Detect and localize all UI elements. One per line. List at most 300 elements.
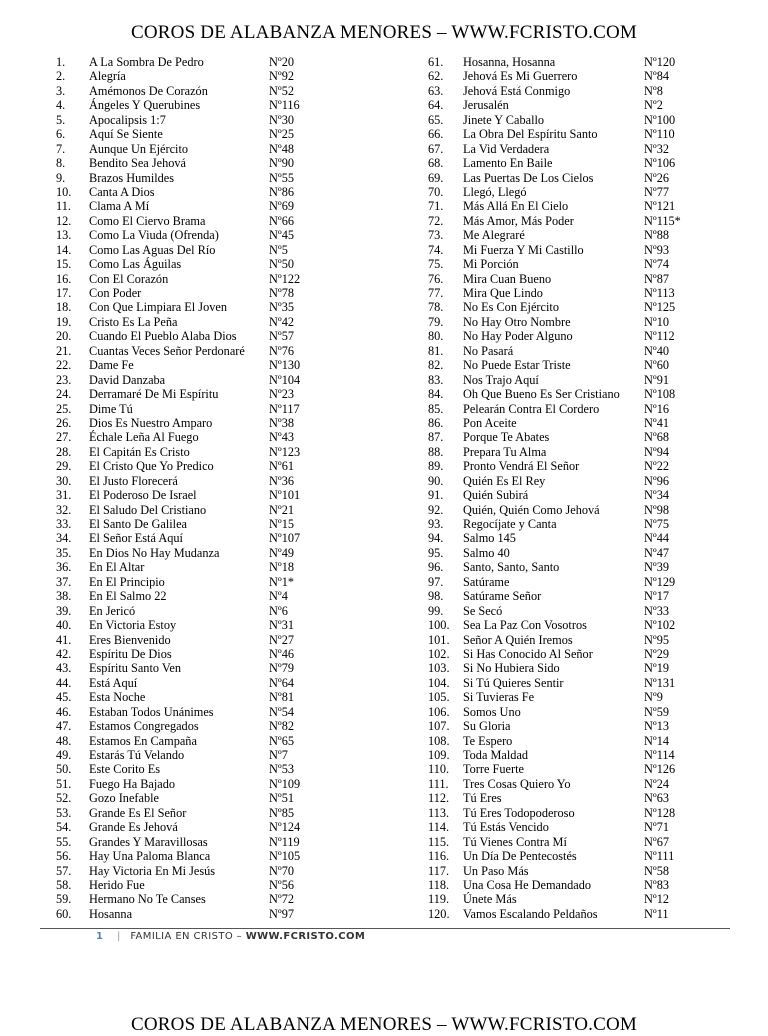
song-reference: Nº96 [644, 473, 669, 488]
song-number: 56. [56, 849, 72, 864]
song-number: 119. [428, 892, 450, 907]
song-number: 18. [56, 300, 72, 315]
song-title: Estamos Congregados [89, 719, 199, 734]
song-title: Aunque Un Ejército [89, 141, 189, 156]
song-reference: Nº63 [644, 791, 669, 806]
song-title: Si Has Conocido Al Señor [463, 646, 593, 661]
song-reference: Nº38 [269, 415, 294, 430]
song-title: Brazos Humildes [89, 170, 175, 185]
song-reference: Nº24 [644, 776, 669, 791]
song-reference: Nº105 [269, 849, 301, 864]
song-title: A La Sombra De Pedro [89, 55, 204, 69]
song-title: Oh Que Bueno Es Ser Cristiano [463, 387, 620, 402]
song-reference: Nº42 [269, 314, 294, 329]
song-title: Con Poder [89, 286, 142, 300]
song-reference: Nº107 [269, 531, 301, 546]
song-title: El Santo De Galilea [89, 517, 188, 531]
song-number: 37. [56, 574, 72, 589]
song-title: Porque Te Abates [463, 430, 550, 445]
song-reference: Nº22 [644, 459, 669, 474]
song-reference: Nº94 [644, 444, 669, 459]
song-reference: Nº93 [644, 242, 669, 257]
song-number: 97. [428, 574, 444, 589]
song-title: Está Aquí [89, 675, 138, 690]
song-title: En El Altar [89, 560, 145, 575]
song-title: Eres Bienvenido [89, 632, 171, 647]
song-reference: Nº70 [269, 863, 294, 878]
song-title: Quién, Quién Como Jehová [463, 502, 600, 517]
song-title: Grande Es El Señor [89, 805, 187, 820]
song-reference: Nº4 [269, 589, 288, 604]
song-number: 94. [428, 531, 444, 546]
song-title: Un Paso Más [463, 863, 529, 878]
song-reference: Nº98 [644, 502, 669, 517]
song-reference: Nº122 [269, 271, 301, 286]
song-title: Estamos En Campaña [89, 733, 197, 748]
song-reference: Nº34 [644, 488, 669, 503]
song-number: 17. [56, 286, 72, 300]
song-title: Clama A Mí [89, 199, 150, 214]
song-reference: Nº36 [269, 473, 294, 488]
song-title: En Dios No Hay Mudanza [89, 545, 220, 560]
song-title: Tres Cosas Quiero Yo [463, 776, 571, 791]
song-number: 4. [56, 98, 66, 113]
song-title: Canta A Dios [89, 184, 155, 199]
song-number: 42. [56, 646, 72, 661]
song-title: El Cristo Que Yo Predico [89, 459, 214, 474]
song-number: 65. [428, 112, 444, 127]
song-reference: Nº8 [644, 83, 663, 98]
song-reference: Nº100 [644, 112, 676, 127]
song-number: 77. [428, 286, 444, 300]
song-reference: Nº101 [269, 488, 301, 503]
song-reference: Nº57 [269, 329, 294, 344]
song-number: 101. [428, 632, 450, 647]
song-number: 13. [56, 228, 72, 243]
song-reference: Nº10 [644, 314, 669, 329]
song-title: Tú Eres [463, 791, 502, 806]
song-reference: Nº83 [644, 877, 669, 892]
song-reference: Nº75 [644, 517, 669, 531]
song-reference: Nº129 [644, 574, 676, 589]
song-number: 71. [428, 199, 444, 214]
song-reference: Nº19 [644, 661, 669, 676]
song-number: 11. [56, 199, 71, 214]
song-title: El Justo Florecerá [89, 473, 178, 488]
song-title: En El Salmo 22 [89, 589, 167, 604]
song-title: Dime Tú [89, 401, 133, 416]
song-title: David Danzaba [89, 372, 166, 387]
song-number: 111. [428, 776, 449, 791]
song-reference: Nº81 [269, 690, 294, 705]
song-reference: Nº112 [644, 329, 675, 344]
song-title: Con El Corazón [89, 271, 169, 286]
song-reference: Nº41 [644, 415, 669, 430]
song-title: Échale Leña Al Fuego [89, 430, 199, 445]
song-reference: Nº13 [644, 719, 669, 734]
song-number: 26. [56, 415, 72, 430]
song-number: 118. [428, 877, 450, 892]
song-reference: Nº47 [644, 545, 669, 560]
song-title: Hay Victoria En Mi Jesús [89, 863, 216, 878]
song-number: 83. [428, 372, 444, 387]
song-number: 43. [56, 661, 72, 676]
song-reference: Nº5 [269, 242, 288, 257]
song-reference: Nº88 [644, 228, 669, 243]
song-number: 90. [428, 473, 444, 488]
song-reference: Nº68 [644, 430, 669, 445]
song-number: 85. [428, 401, 444, 416]
footer-org: FAMILIA EN CRISTO – [130, 931, 243, 942]
song-number: 44. [56, 675, 72, 690]
song-title: Salmo 40 [463, 545, 510, 560]
song-reference: Nº55 [269, 170, 294, 185]
song-number: 8. [56, 156, 66, 171]
song-number: 7. [56, 141, 66, 156]
song-title: Te Espero [463, 733, 513, 748]
song-title: Jehová Es Mi Guerrero [463, 69, 578, 84]
song-title: Si No Hubiera Sido [463, 661, 560, 676]
song-number: 106. [428, 704, 450, 719]
song-number: 66. [428, 127, 444, 142]
song-title: Jehová Está Conmigo [463, 83, 571, 98]
song-reference: Nº74 [644, 257, 669, 272]
song-reference: Nº29 [644, 646, 669, 661]
song-title: Somos Uno [463, 704, 521, 719]
song-number: 73. [428, 228, 444, 243]
song-reference: Nº45 [269, 228, 294, 243]
song-reference: Nº49 [269, 545, 294, 560]
song-title: Pelearán Contra El Cordero [463, 401, 600, 416]
song-number: 50. [56, 762, 72, 777]
song-reference: Nº32 [644, 141, 669, 156]
song-title: Estaban Todos Unánimes [89, 704, 214, 719]
song-number: 104. [428, 675, 450, 690]
song-title: Jinete Y Caballo [463, 112, 545, 127]
song-title: Derramaré De Mi Espíritu [89, 387, 219, 402]
song-number: 20. [56, 329, 72, 344]
song-number: 29. [56, 459, 72, 474]
song-title: Un Día De Pentecostés [463, 849, 577, 864]
song-title: La Obra Del Espíritu Santo [463, 127, 598, 142]
song-reference: Nº119 [269, 834, 300, 849]
song-number: 107. [428, 719, 450, 734]
song-number: 110. [428, 762, 450, 777]
song-number: 45. [56, 690, 72, 705]
song-reference: Nº14 [644, 733, 669, 748]
song-number: 79. [428, 314, 444, 329]
song-reference: Nº72 [269, 892, 294, 907]
song-reference: Nº1* [269, 574, 294, 589]
song-reference: Nº59 [644, 704, 669, 719]
song-number: 109. [428, 748, 450, 762]
song-reference: Nº9 [644, 690, 663, 705]
song-reference: Nº91 [644, 372, 669, 387]
song-number: 55. [56, 834, 72, 849]
song-title: Tú Eres Todopoderoso [463, 805, 575, 820]
song-reference: Nº87 [644, 271, 669, 286]
song-title: Dame Fe [89, 358, 134, 373]
song-reference: Nº66 [269, 213, 294, 228]
song-reference: Nº40 [644, 343, 669, 358]
song-title: Satúrame Señor [463, 589, 542, 604]
song-number: 30. [56, 473, 72, 488]
song-number: 93. [428, 517, 444, 531]
song-title: En Victoria Estoy [89, 618, 177, 633]
song-reference: Nº50 [269, 257, 294, 272]
song-reference: Nº69 [269, 199, 294, 214]
song-title: Prepara Tu Alma [463, 444, 547, 459]
song-reference: Nº115* [644, 213, 681, 228]
song-reference: Nº106 [644, 156, 676, 171]
song-title: Señor A Quién Iremos [463, 632, 573, 647]
song-title: Alegría [89, 69, 126, 84]
song-reference: Nº60 [644, 358, 669, 373]
song-title: Más Allá En El Cielo [463, 199, 569, 214]
song-title: En El Principio [89, 574, 165, 589]
song-number: 62. [428, 69, 444, 84]
song-title: Cuando El Pueblo Alaba Dios [89, 329, 237, 344]
song-reference: Nº90 [269, 156, 294, 171]
song-number: 112. [428, 791, 450, 806]
song-number: 102. [428, 646, 450, 661]
song-number: 120. [428, 906, 450, 921]
song-number: 89. [428, 459, 444, 474]
song-reference: Nº58 [644, 863, 669, 878]
song-reference: Nº120 [644, 55, 676, 69]
song-title: Fuego Ha Bajado [89, 776, 176, 791]
song-number: 117. [428, 863, 450, 878]
song-reference: Nº126 [644, 762, 676, 777]
song-number: 69. [428, 170, 444, 185]
song-number: 63. [428, 83, 444, 98]
song-number: 36. [56, 560, 72, 575]
song-title: Sea La Paz Con Vosotros [463, 618, 587, 633]
song-reference: Nº43 [269, 430, 294, 445]
song-number: 1. [56, 55, 66, 69]
song-reference: Nº46 [269, 646, 294, 661]
song-reference: Nº26 [644, 170, 669, 185]
song-title: Aquí Se Siente [89, 127, 163, 142]
song-number: 21. [56, 343, 72, 358]
song-title: Las Puertas De Los Cielos [463, 170, 594, 185]
song-reference: Nº71 [644, 820, 669, 835]
song-title: Regocíjate y Canta [463, 517, 557, 531]
song-number: 15. [56, 257, 72, 272]
song-number: 28. [56, 444, 72, 459]
song-reference: Nº16 [644, 401, 669, 416]
song-title: Si Tuvieras Fe [463, 690, 535, 705]
song-number: 72. [428, 213, 444, 228]
song-reference: Nº125 [644, 300, 676, 315]
song-number: 33. [56, 517, 72, 531]
song-number: 81. [428, 343, 444, 358]
song-number: 49. [56, 748, 72, 762]
song-title: Mira Que Lindo [463, 286, 543, 300]
song-title: El Saludo Del Cristiano [89, 502, 207, 517]
song-number: 76. [428, 271, 444, 286]
song-number: 35. [56, 545, 72, 560]
song-reference: Nº76 [269, 343, 294, 358]
song-number: 27. [56, 430, 72, 445]
song-number: 3. [56, 83, 66, 98]
song-number: 96. [428, 560, 444, 575]
song-title: No Hay Poder Alguno [463, 329, 573, 344]
song-reference: Nº79 [269, 661, 294, 676]
song-title: Apocalipsis 1:7 [89, 112, 166, 127]
song-number: 103. [428, 661, 450, 676]
song-reference: Nº102 [644, 618, 676, 633]
song-number: 68. [428, 156, 444, 171]
song-number: 14. [56, 242, 72, 257]
song-reference: Nº53 [269, 762, 294, 777]
song-number: 25. [56, 401, 72, 416]
song-title: Grande Es Jehová [89, 820, 178, 835]
song-title: Pronto Vendrá El Señor [463, 459, 580, 474]
song-number: 40. [56, 618, 72, 633]
song-number: 92. [428, 502, 444, 517]
song-title: Tú Estás Vencido [463, 820, 549, 835]
song-number: 32. [56, 502, 72, 517]
song-reference: Nº67 [644, 834, 669, 849]
song-reference: Nº39 [644, 560, 669, 575]
song-title: Su Gloria [463, 719, 511, 734]
song-title: No Puede Estar Triste [463, 358, 571, 373]
song-title: Espíritu Santo Ven [89, 661, 181, 676]
song-reference: Nº6 [269, 603, 288, 618]
song-title: Hosanna [89, 906, 133, 921]
song-number: 23. [56, 372, 72, 387]
song-number: 84. [428, 387, 444, 402]
song-title: Mi Fuerza Y Mi Castillo [463, 242, 584, 257]
song-number: 74. [428, 242, 444, 257]
song-number: 16. [56, 271, 72, 286]
song-title: Como El Ciervo Brama [89, 213, 206, 228]
song-number: 88. [428, 444, 444, 459]
song-reference: Nº48 [269, 141, 294, 156]
song-reference: Nº54 [269, 704, 294, 719]
song-title: Llegó, Llegó [463, 184, 527, 199]
song-reference: Nº30 [269, 112, 294, 127]
song-number: 39. [56, 603, 72, 618]
song-title: Con Que Limpiara El Joven [89, 300, 227, 315]
song-title: Bendito Sea Jehová [89, 156, 186, 171]
song-number: 64. [428, 98, 444, 113]
song-title: Más Amor, Más Poder [463, 213, 574, 228]
song-reference: Nº95 [644, 632, 669, 647]
song-title: Se Secó [463, 603, 503, 618]
song-reference: Nº121 [644, 199, 676, 214]
page-title: COROS DE ALABANZA MENORES – WWW.FCRISTO.COM [130, 22, 637, 43]
song-number: 34. [56, 531, 72, 546]
song-number: 99. [428, 603, 444, 618]
song-number: 24. [56, 387, 72, 402]
song-number: 57. [56, 863, 72, 878]
song-title: Como La Viuda (Ofrenda) [89, 228, 219, 243]
song-reference: Nº21 [269, 502, 294, 517]
song-number: 61. [428, 55, 444, 69]
song-number: 58. [56, 877, 72, 892]
song-reference: Nº123 [269, 444, 301, 459]
song-number: 78. [428, 300, 444, 315]
song-reference: Nº111 [644, 849, 675, 864]
song-number: 5. [56, 112, 66, 127]
song-title: El Capitán Es Cristo [89, 444, 190, 459]
song-reference: Nº86 [269, 184, 294, 199]
song-number: 113. [428, 805, 450, 820]
song-title: Toda Maldad [463, 748, 529, 762]
song-reference: Nº27 [269, 632, 294, 647]
song-title: No Es Con Ejército [463, 300, 559, 315]
song-number: 6. [56, 127, 66, 142]
song-title: El Señor Está Aquí [89, 531, 183, 546]
song-title: Hermano No Te Canses [89, 892, 206, 907]
song-reference: Nº20 [269, 55, 294, 69]
song-reference: Nº116 [269, 98, 300, 113]
song-title: Amémonos De Corazón [89, 83, 208, 98]
song-title: Tú Vienes Contra Mí [463, 834, 567, 849]
page-number: 1 [96, 931, 104, 942]
song-reference: Nº124 [269, 820, 301, 835]
song-reference: Nº114 [644, 748, 675, 762]
song-title: Me Alegraré [463, 228, 525, 243]
song-title: Este Corito Es [89, 762, 161, 777]
song-title: Espíritu De Dios [89, 646, 172, 661]
song-reference: Nº131 [644, 675, 676, 690]
song-reference: Nº7 [269, 748, 288, 762]
song-title: No Hay Otro Nombre [463, 314, 571, 329]
song-title: Santo, Santo, Santo [463, 560, 560, 575]
song-title: Vamos Escalando Peldaños [463, 906, 598, 921]
song-number: 115. [428, 834, 450, 849]
song-reference: Nº84 [644, 69, 669, 84]
song-number: 108. [428, 733, 450, 748]
song-number: 91. [428, 488, 444, 503]
song-number: 80. [428, 329, 444, 344]
song-number: 41. [56, 632, 72, 647]
song-reference: Nº128 [644, 805, 676, 820]
song-number: 54. [56, 820, 72, 835]
song-number: 22. [56, 358, 72, 373]
song-number: 75. [428, 257, 444, 272]
song-number: 52. [56, 791, 72, 806]
song-number: 53. [56, 805, 72, 820]
song-reference: Nº113 [644, 286, 675, 300]
song-reference: Nº52 [269, 83, 294, 98]
song-title: Esta Noche [89, 690, 146, 705]
song-reference: Nº65 [269, 733, 294, 748]
song-reference: Nº97 [269, 906, 294, 921]
song-reference: Nº85 [269, 805, 294, 820]
song-number: 67. [428, 141, 444, 156]
song-number: 48. [56, 733, 72, 748]
footer-site: WWW.FCRISTO.COM [245, 931, 366, 942]
song-reference: Nº18 [269, 560, 294, 575]
song-title: La Vid Verdadera [463, 141, 550, 156]
song-number: 10. [56, 184, 72, 199]
song-reference: Nº15 [269, 517, 294, 531]
song-title: Una Cosa He Demandado [463, 877, 592, 892]
song-reference: Nº82 [269, 719, 294, 734]
song-reference: Nº31 [269, 618, 294, 633]
song-number: 2. [56, 69, 66, 84]
song-reference: Nº25 [269, 127, 294, 142]
song-reference: Nº64 [269, 675, 294, 690]
song-reference: Nº11 [644, 906, 669, 921]
song-reference: Nº2 [644, 98, 663, 113]
song-reference: Nº110 [644, 127, 675, 142]
song-number: 12. [56, 213, 72, 228]
